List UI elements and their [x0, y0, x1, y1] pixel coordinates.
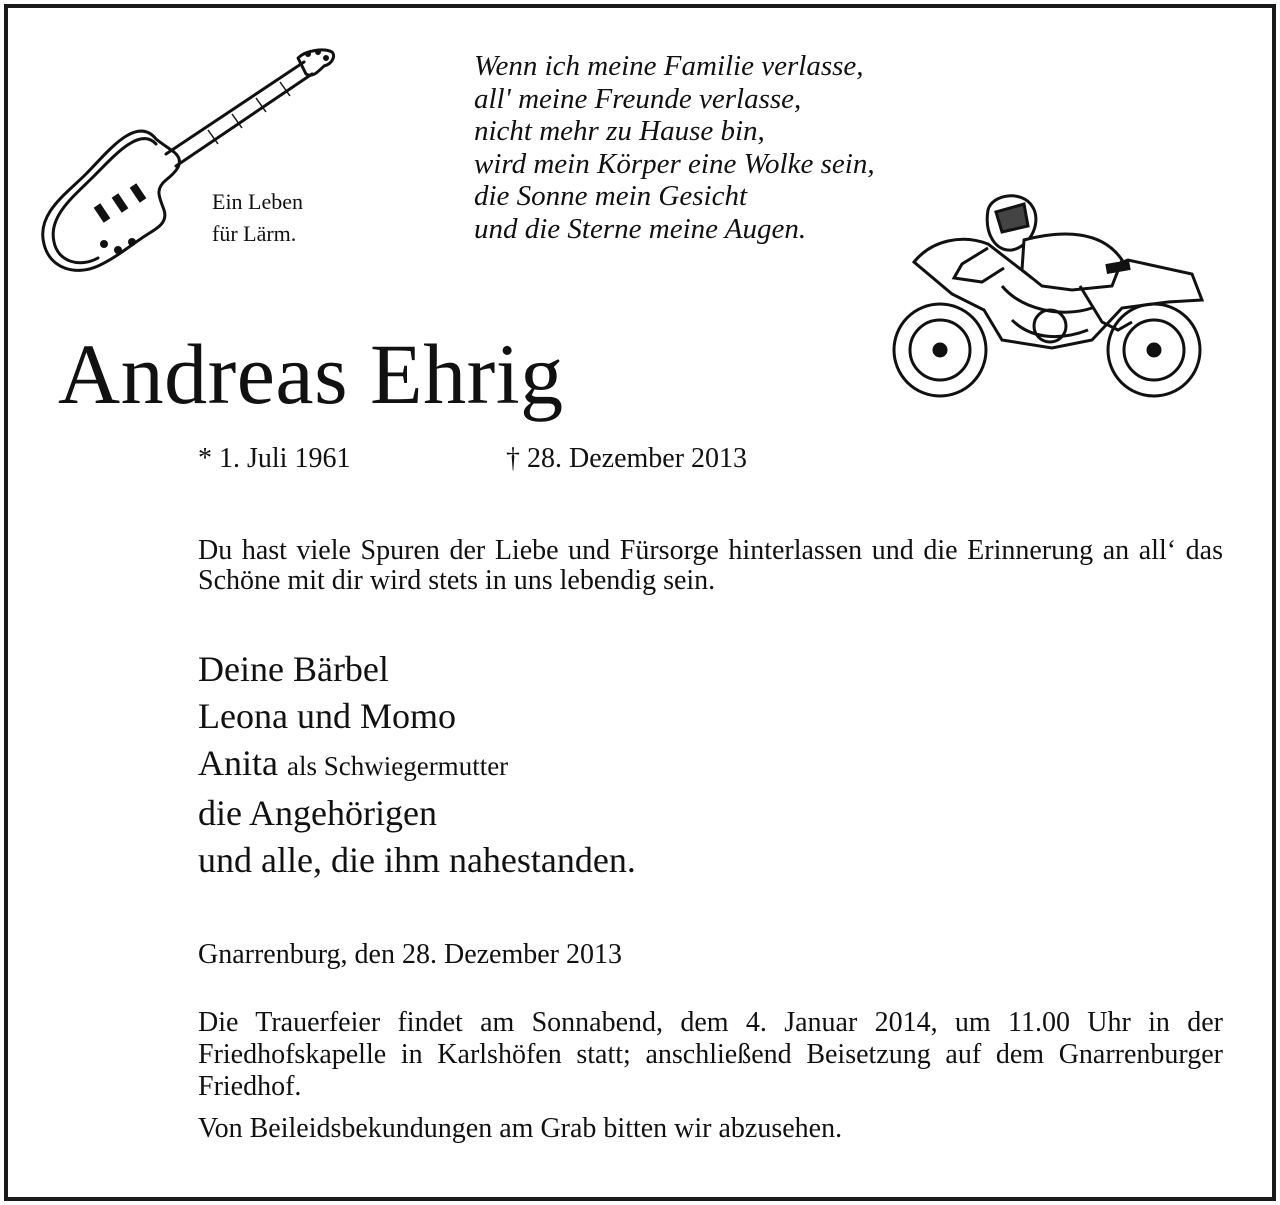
memorial-quote: Du hast viele Spuren der Liebe und Fürsorge hinterlassen und die Erinnerung an all‘ das Schöne mit dir wird stets in uns lebendig sein. — [198, 535, 1223, 596]
condolence-note: Von Beileidsbekundungen am Grab bitten wir abzusehen. — [198, 1113, 843, 1144]
poem-line: die Sonne mein Gesicht — [474, 180, 748, 213]
mourner-line — [198, 740, 636, 790]
poem-line: nicht mehr zu Hause bin, — [474, 115, 765, 148]
poem-line: wird mein Körper eine Wolke sein, — [474, 147, 875, 180]
poem — [474, 50, 875, 246]
mourner-name: Anita — [198, 743, 278, 783]
motto-line: Ein Leben — [212, 189, 304, 214]
poem-line: und die Sterne meine Augen. — [474, 212, 807, 245]
mourner-line: und alle, die ihm nahestanden. — [198, 840, 636, 880]
motorcycle-rider-icon — [892, 190, 1208, 410]
mourners-list — [198, 646, 636, 884]
mourner-role: als Schwiegermutter — [286, 751, 509, 781]
poem-line: Wenn ich meine Familie verlasse, — [474, 50, 864, 82]
place-date: Gnarrenburg, den 28. Dezember 2013 — [198, 939, 623, 970]
death-date: † 28. Dezember 2013 — [506, 443, 748, 474]
motto — [212, 186, 303, 250]
mourner-line: Leona und Momo — [198, 696, 456, 736]
mourner-line: die Angehörigen — [198, 793, 437, 833]
funeral-info: Die Trauerfeier findet am Sonnabend, dem 4. Januar 2014, um 11.00 Uhr in der Friedhofskapelle in Karlshöfen statt; anschließend Beisetzung auf dem Gnarrenburger Friedhof. — [198, 1007, 1223, 1102]
motto-line: für Lärm. — [212, 221, 297, 246]
deceased-name: Andreas Ehrig — [58, 326, 564, 422]
birth-date: * 1. Juli 1961 — [198, 443, 351, 474]
poem-line: all' meine Freunde verlasse, — [474, 82, 802, 115]
mourner-line: Deine Bärbel — [198, 649, 389, 689]
